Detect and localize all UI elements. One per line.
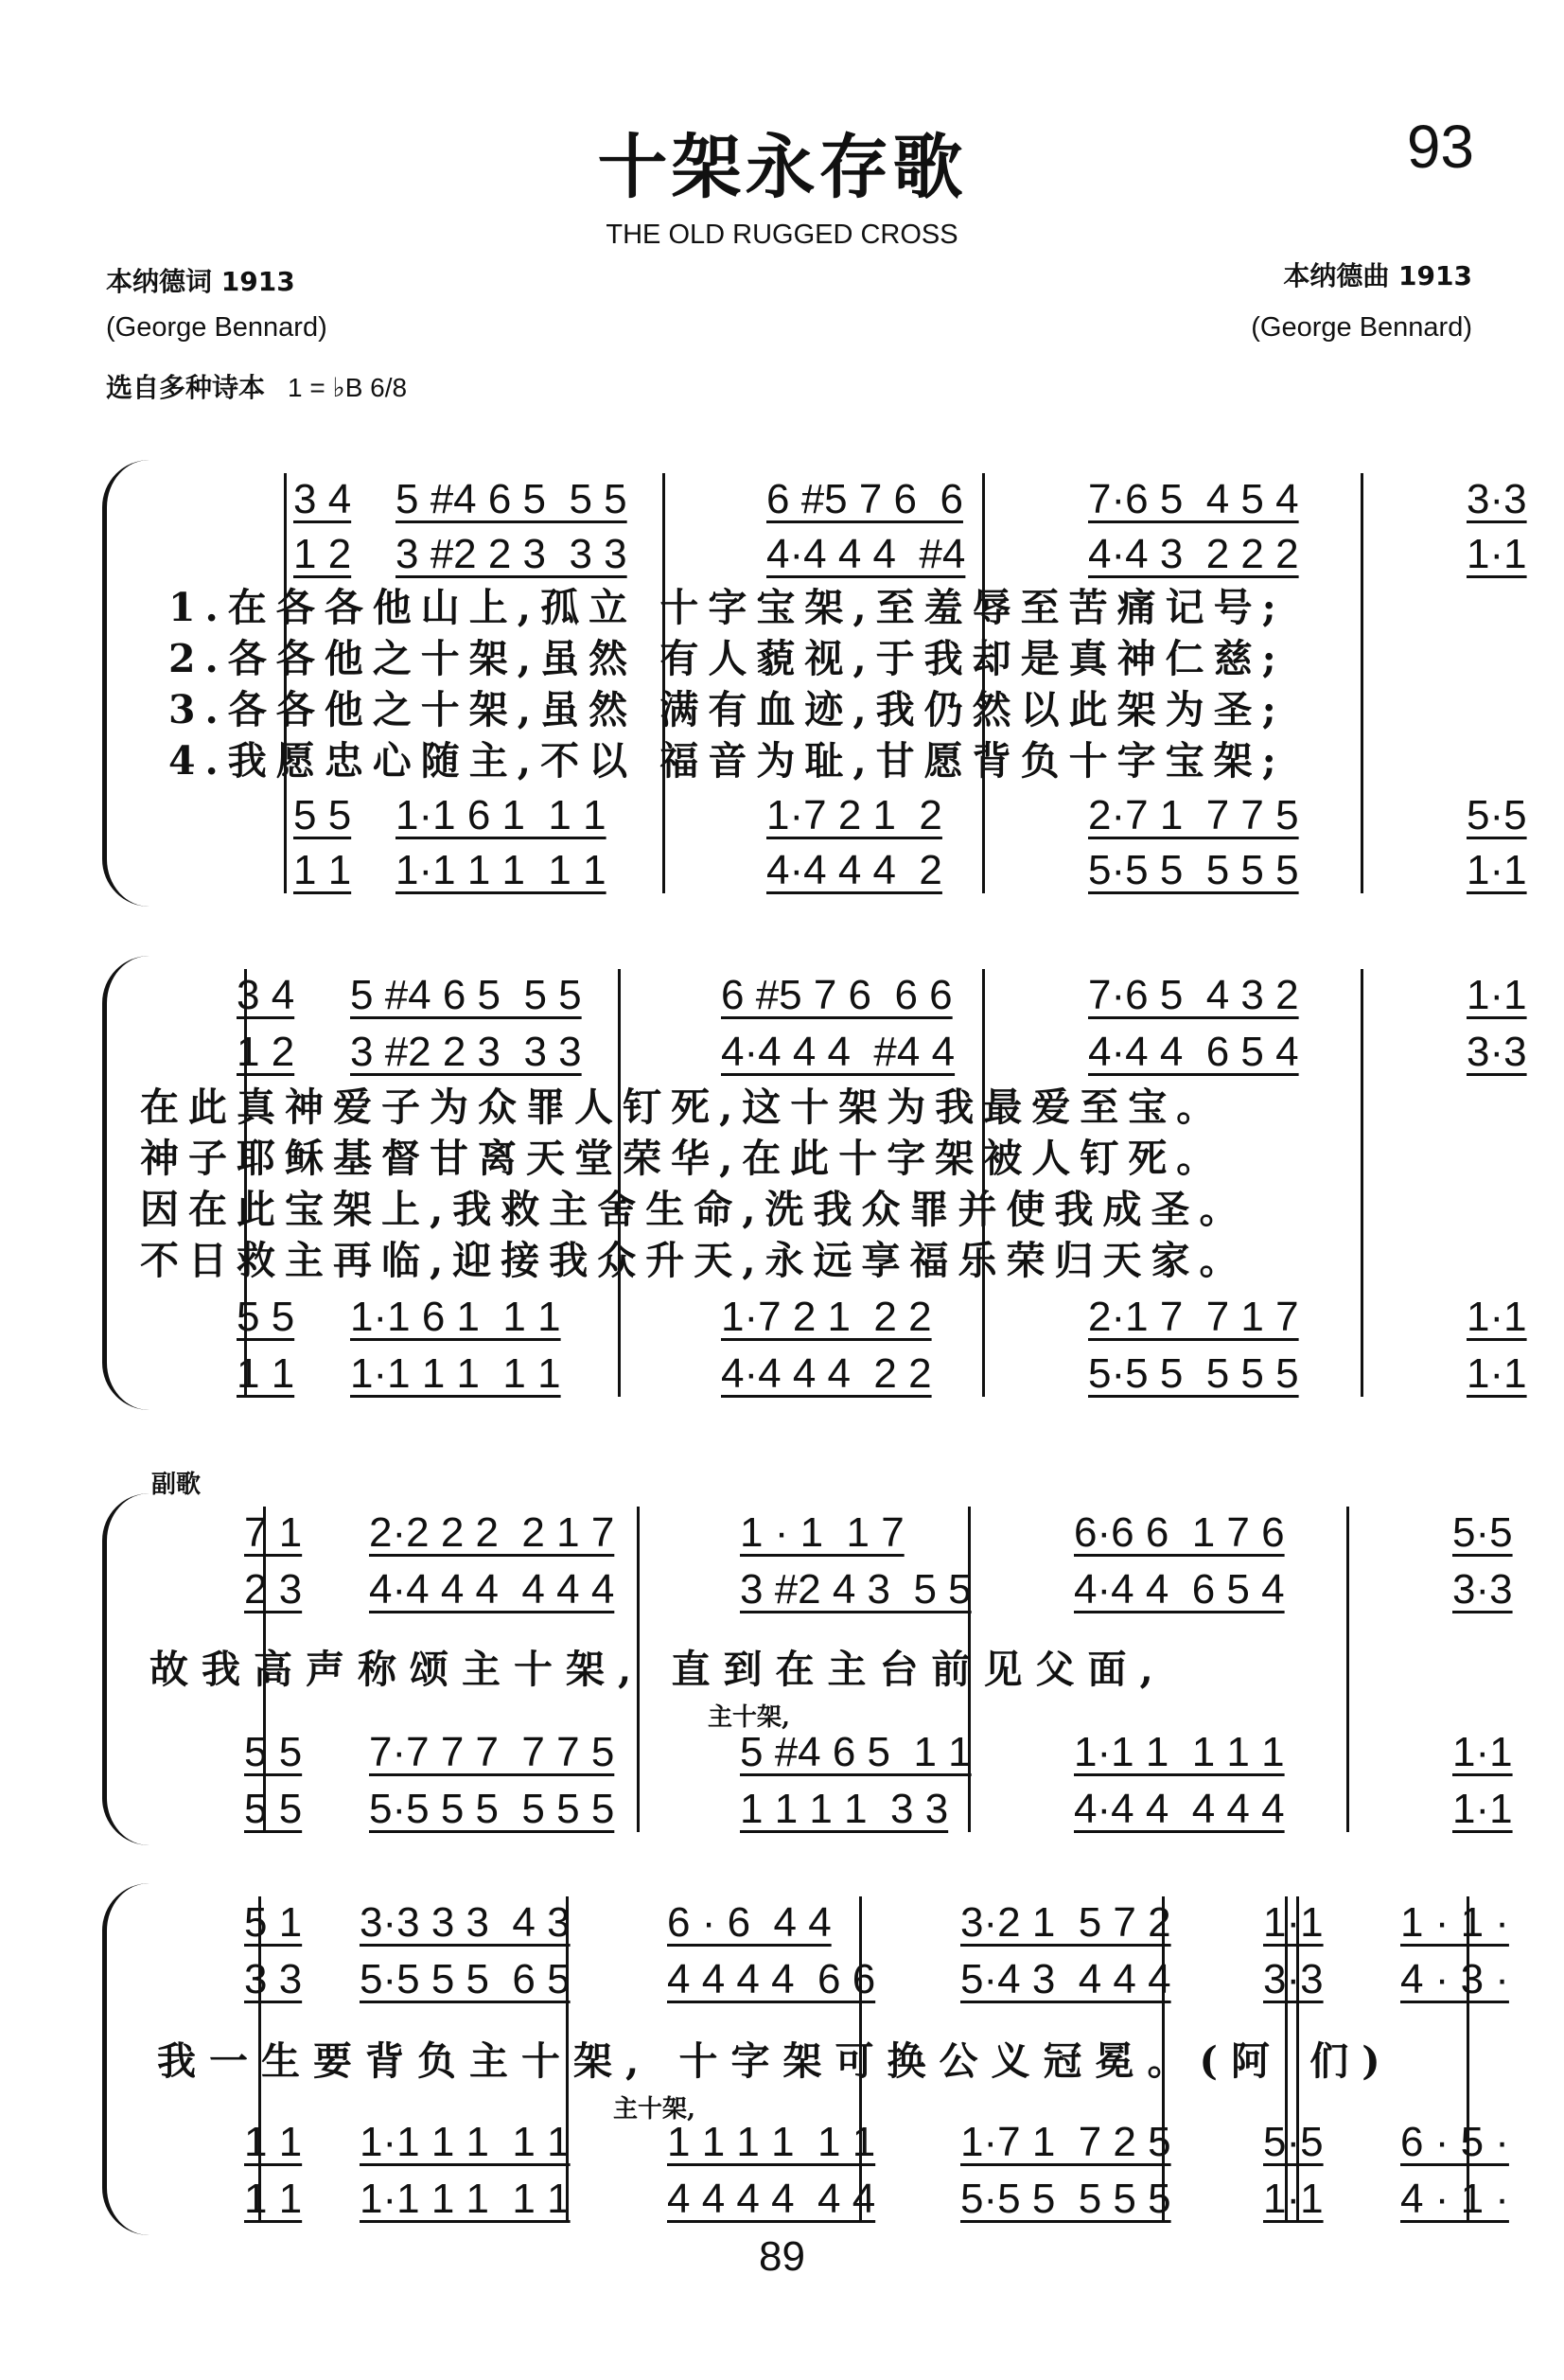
measure: 4·4 4 4 2 (766, 847, 942, 893)
final-lyric: 我一生要背负主十架, 十字架可换公义冠冕。(阿 们) (157, 2038, 1394, 2084)
barline (1296, 1896, 1299, 2222)
measure: 1·1 (1452, 1786, 1513, 1832)
measure: 1·1 (1467, 972, 1527, 1018)
measure: 3·3 3 3 4 3 (360, 1899, 571, 1946)
alto-row (189, 1563, 1513, 1616)
measure: 5 5 (244, 1729, 303, 1775)
key-signature: 1 = ♭B 6/8 (288, 373, 408, 402)
measure: 7·7 7 7 7 7 5 (369, 1729, 615, 1775)
measure: 2 3 (244, 1566, 303, 1613)
lyricist-english: (George Bennard) (106, 312, 327, 343)
measure: 5·5 (1263, 2119, 1324, 2165)
measure: 1·1 6 1 1 1 (395, 792, 606, 838)
lyric-verse-2: 神子耶稣基督甘离天堂荣华,在此十字架被人钉死。 (140, 1136, 1225, 1181)
measure: 5·5 5 5 6 5 (360, 1956, 571, 2002)
alto-row (189, 1026, 1527, 1079)
refrain-label: 副歌 (151, 1471, 202, 1499)
measure: 5 #4 6 5 5 5 (350, 972, 582, 1018)
measure: 3 4 (293, 476, 352, 522)
bass-row (189, 2173, 1509, 2226)
measure: 4·4 4 4 4 4 (1074, 1786, 1285, 1832)
measure: 1·1 (1467, 847, 1527, 893)
measure: 5 #4 6 5 1 1 (740, 1729, 972, 1775)
measure: 5 5 (244, 1786, 303, 1832)
measure: 4 4 4 4 6 6 (667, 1956, 876, 2002)
bass-row (189, 1783, 1513, 1836)
measure: 4 4 4 4 4 4 (667, 2176, 876, 2222)
measure: 3·3 (1263, 1956, 1324, 2002)
tenor-row (189, 1726, 1513, 1779)
measure: 5 5 (293, 792, 352, 838)
measure: 7·6 5 4 5 4 (1088, 476, 1299, 522)
measure: 3 #2 2 3 3 3 (395, 531, 627, 577)
measure: 5·5 5 5 5 5 5 (369, 1786, 615, 1832)
measure: 1·1 1 1 1 1 (360, 2119, 571, 2165)
measure: 5 #4 6 5 5 5 (395, 476, 627, 522)
barline (637, 1507, 640, 1832)
measure: 4 · 3 · (1400, 1956, 1509, 2002)
measure: 5·5 (1467, 792, 1527, 838)
barline (1285, 1896, 1288, 2222)
measure: 3·2 1 5 7 2 (960, 1899, 1171, 1946)
measure: 6·6 6 1 7 6 (1074, 1509, 1285, 1556)
measure: 1·1 (1467, 1350, 1527, 1397)
measure: 1·1 6 1 1 1 (350, 1294, 561, 1340)
barline (258, 1896, 261, 2222)
measure: 5·5 5 5 5 5 (1088, 1350, 1299, 1397)
score-system-4 (102, 1883, 1509, 2235)
measure: 6 · 5 · (1400, 2119, 1509, 2165)
score-system-1 (102, 460, 1527, 907)
barline (968, 1507, 971, 1832)
soprano-row (189, 1507, 1513, 1560)
lyric-verse-2: 2.各各他之十架,虽然 有人藐视,于我却是真神仁慈; (168, 636, 1286, 681)
barline (982, 969, 985, 1397)
barline (662, 473, 665, 893)
barline (982, 473, 985, 893)
barline (618, 969, 621, 1397)
measure: 5·4 3 4 4 4 (960, 1956, 1171, 2002)
measure: 1·1 1 1 1 1 (1074, 1729, 1285, 1775)
measure: 3·3 (1452, 1566, 1513, 1613)
measure: 6 #5 7 6 6 (766, 476, 963, 522)
measure: 3 #2 4 3 5 5 (740, 1566, 972, 1613)
soprano-row (189, 473, 1527, 526)
measure: 5·5 5 5 5 5 (960, 2176, 1171, 2222)
measure: 5 5 (237, 1294, 295, 1340)
system-brace (102, 956, 159, 1410)
measure: 1 2 (293, 531, 352, 577)
measure: 1·1 1 1 1 1 (360, 2176, 571, 2222)
measure: 1·1 1 1 1 1 (350, 1350, 561, 1397)
barline (1467, 1896, 1469, 2222)
measure: 6 #5 7 6 6 6 (721, 972, 953, 1018)
measure: 7·6 5 4 3 2 (1088, 972, 1299, 1018)
hymn-title: 十架永存歌 (597, 127, 967, 208)
measure: 1 1 (244, 2119, 303, 2165)
measure: 1·1 (1467, 531, 1527, 577)
measure: 4·4 4 4 2 2 (721, 1350, 932, 1397)
lyric-verse-3: 因在此宝架上,我救主舍生命,洗我众罪并使我成圣。 (140, 1187, 1248, 1232)
measure: 1 1 1 1 1 1 (667, 2119, 876, 2165)
barline (1361, 473, 1363, 893)
measure: 5·5 (1452, 1509, 1513, 1556)
lyric-verse-4: 4.我愿忠心随主,不以 福音为耻,甘愿背负十字宝架; (168, 738, 1286, 784)
measure: 4·4 4 4 4 4 4 (369, 1566, 615, 1613)
measure: 1·1 (1263, 1899, 1324, 1946)
measure: 3·3 (1467, 1029, 1527, 1075)
measure: 4·4 4 6 5 4 (1074, 1566, 1285, 1613)
source-and-key (106, 367, 407, 405)
measure: 4·4 4 6 5 4 (1088, 1029, 1299, 1075)
score-system-2 (102, 956, 1527, 1410)
source-text: 选自多种诗本 (106, 372, 266, 403)
measure: 3·3 (1467, 476, 1527, 522)
tenor-row (189, 1291, 1527, 1344)
measure: 2·2 2 2 2 1 7 (369, 1509, 615, 1556)
measure: 1·1 (1452, 1729, 1513, 1775)
lyric-verse-3: 3.各各他之十架,虽然 满有血迹,我仍然以此架为圣; (168, 687, 1286, 732)
measure: 4·4 3 2 2 2 (1088, 531, 1299, 577)
barline (859, 1896, 862, 2222)
barline (244, 969, 247, 1397)
refrain-lyric: 故我高声称颂主十架, 直到在主台前见父面, (149, 1647, 1167, 1692)
english-title: THE OLD RUGGED CROSS (606, 220, 958, 250)
measure: 4·4 4 4 #4 4 (721, 1029, 956, 1075)
tenor-row (189, 2116, 1509, 2169)
bass-row (189, 844, 1527, 897)
measure: 1 2 (237, 1029, 295, 1075)
measure: 1 · 1 1 7 (740, 1509, 905, 1556)
measure: 7 1 (244, 1509, 303, 1556)
bass-row (189, 1348, 1527, 1401)
barline (566, 1896, 569, 2222)
score-system-3 (102, 1493, 1513, 1845)
measure: 1·1 1 1 1 1 (395, 847, 606, 893)
measure: 1 · 1 · (1400, 1899, 1509, 1946)
alto-row (189, 528, 1527, 581)
measure: 2·7 1 7 7 5 (1088, 792, 1299, 838)
measure: 1·1 (1263, 2176, 1324, 2222)
measure: 1·7 2 1 2 2 (721, 1294, 932, 1340)
system-brace (102, 460, 159, 907)
measure: 1 1 1 1 3 3 (740, 1786, 949, 1832)
measure: 1·1 (1467, 1294, 1527, 1340)
alto-row (189, 1953, 1509, 2006)
barline (284, 473, 287, 893)
measure: 1·7 1 7 2 5 (960, 2119, 1171, 2165)
barline (1346, 1507, 1349, 1832)
measure: 3 3 (244, 1956, 303, 2002)
barline (263, 1507, 266, 1832)
tenor-row (189, 789, 1527, 842)
measure: 1 1 (293, 847, 352, 893)
lyricist-credit: 本纳德词 1913 (106, 266, 295, 297)
page-number: 89 (759, 2233, 805, 2280)
soprano-row (189, 969, 1527, 1022)
lyric-verse-1: 1.在各各他山上,孤立 十字宝架,至羞辱至苦痛记号; (168, 585, 1286, 630)
measure: 3 #2 2 3 3 3 (350, 1029, 582, 1075)
composer-credit: 本纳德曲 1913 (1283, 260, 1472, 291)
system-brace (102, 1883, 159, 2235)
measure: 4·4 4 4 #4 (766, 531, 966, 577)
measure: 1·7 2 1 2 (766, 792, 942, 838)
measure: 1 1 (244, 2176, 303, 2222)
measure: 4 · 1 · (1400, 2176, 1509, 2222)
measure: 3 4 (237, 972, 295, 1018)
hymn-number: 93 (1406, 113, 1474, 181)
measure: 5 1 (244, 1899, 303, 1946)
soprano-row (189, 1896, 1509, 1949)
lyric-verse-1: 在此真神爱子为众罪人钉死,这十架为我最爱至宝。 (140, 1084, 1225, 1130)
measure: 2·1 7 7 1 7 (1088, 1294, 1299, 1340)
echo-lyric: 主十架, (708, 1703, 791, 1732)
measure: 6 · 6 4 4 (667, 1899, 832, 1946)
composer-english: (George Bennard) (1251, 312, 1472, 343)
measure: 1 1 (237, 1350, 295, 1397)
echo-lyric: 主十架, (613, 2095, 696, 2124)
measure: 5·5 5 5 5 5 (1088, 847, 1299, 893)
lyric-verse-4: 不日救主再临,迎接我众升天,永远享福乐荣归天家。 (140, 1238, 1248, 1283)
barline (1162, 1896, 1165, 2222)
barline (1361, 969, 1363, 1397)
